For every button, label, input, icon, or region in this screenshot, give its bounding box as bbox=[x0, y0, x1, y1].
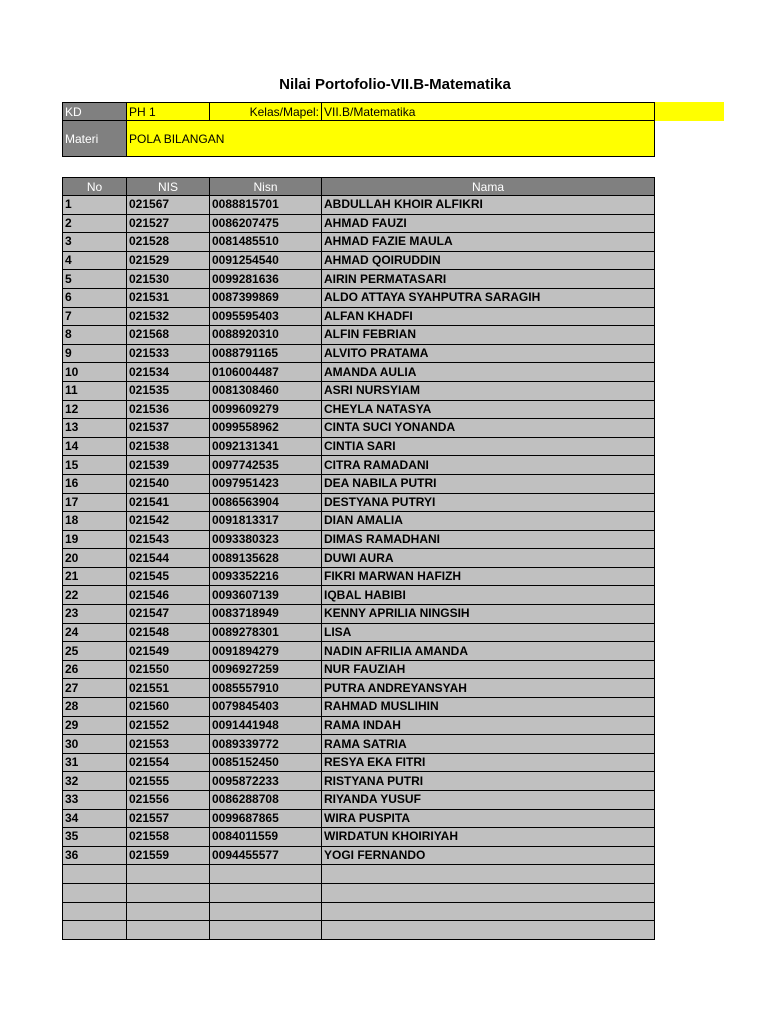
cell-nisn[interactable]: 0093380323 bbox=[210, 530, 322, 549]
cell-no[interactable]: 6 bbox=[63, 288, 127, 307]
cell-nisn[interactable]: 0091813317 bbox=[210, 512, 322, 531]
table-row bbox=[63, 865, 655, 884]
table-row bbox=[63, 196, 655, 215]
cell-nisn[interactable]: 0093607139 bbox=[210, 586, 322, 605]
table-row bbox=[63, 642, 655, 661]
table-row bbox=[63, 921, 655, 940]
table-row bbox=[63, 493, 655, 512]
table-row bbox=[63, 400, 655, 419]
cell-nis[interactable]: 021553 bbox=[127, 735, 210, 754]
cell-nama[interactable]: ALFAN KHADFI bbox=[322, 307, 655, 326]
kd-row bbox=[63, 103, 655, 121]
cell-nis[interactable]: 021546 bbox=[127, 586, 210, 605]
cell-nisn[interactable]: 0086563904 bbox=[210, 493, 322, 512]
highlight-extension bbox=[655, 102, 724, 121]
cell-nisn[interactable]: 0097951423 bbox=[210, 474, 322, 493]
column-header-nama[interactable]: Nama bbox=[322, 178, 655, 196]
cell-no[interactable]: 35 bbox=[63, 828, 127, 847]
cell-nis[interactable]: 021555 bbox=[127, 772, 210, 791]
cell-nis[interactable]: 021558 bbox=[127, 828, 210, 847]
cell-nis[interactable]: 021540 bbox=[127, 474, 210, 493]
cell-nama[interactable]: YOGI FERNANDO bbox=[322, 846, 655, 865]
info-table bbox=[62, 102, 655, 157]
table-row bbox=[63, 307, 655, 326]
cell-nama[interactable]: CINTA SUCI YONANDA bbox=[322, 419, 655, 438]
cell-nama[interactable]: ALFIN FEBRIAN bbox=[322, 326, 655, 345]
cell-nisn[interactable]: 0089135628 bbox=[210, 549, 322, 568]
cell-nis[interactable]: 021554 bbox=[127, 753, 210, 772]
cell-nis[interactable]: 021529 bbox=[127, 251, 210, 270]
cell-nisn[interactable]: 0086288708 bbox=[210, 791, 322, 810]
cell-nis[interactable]: 021532 bbox=[127, 307, 210, 326]
cell-no[interactable] bbox=[63, 902, 127, 921]
cell-nisn[interactable]: 0099281636 bbox=[210, 270, 322, 289]
cell-no[interactable] bbox=[63, 883, 127, 902]
table-row bbox=[63, 586, 655, 605]
cell-nisn[interactable]: 0088791165 bbox=[210, 344, 322, 363]
cell-nis[interactable]: 021545 bbox=[127, 567, 210, 586]
cell-nisn[interactable]: 0089339772 bbox=[210, 735, 322, 754]
table-row bbox=[63, 753, 655, 772]
table-row bbox=[63, 605, 655, 624]
cell-no[interactable]: 30 bbox=[63, 735, 127, 754]
cell-nama[interactable]: DEA NABILA PUTRI bbox=[322, 474, 655, 493]
table-header-row bbox=[63, 178, 655, 196]
cell-no[interactable]: 3 bbox=[63, 233, 127, 252]
cell-nis[interactable] bbox=[127, 865, 210, 884]
cell-nama[interactable] bbox=[322, 921, 655, 940]
cell-nis[interactable]: 021549 bbox=[127, 642, 210, 661]
cell-nisn[interactable]: 0085152450 bbox=[210, 753, 322, 772]
cell-nisn[interactable] bbox=[210, 902, 322, 921]
cell-nama[interactable]: RAHMAD MUSLIHIN bbox=[322, 698, 655, 717]
cell-nama[interactable]: LISA bbox=[322, 623, 655, 642]
cell-no[interactable]: 21 bbox=[63, 567, 127, 586]
cell-nisn[interactable]: 0093352216 bbox=[210, 567, 322, 586]
cell-nis[interactable]: 021559 bbox=[127, 846, 210, 865]
cell-no[interactable]: 11 bbox=[63, 381, 127, 400]
table-row bbox=[63, 233, 655, 252]
column-header-nis[interactable]: NIS bbox=[127, 178, 210, 196]
cell-nis[interactable]: 021530 bbox=[127, 270, 210, 289]
table-row bbox=[63, 902, 655, 921]
cell-nisn[interactable] bbox=[210, 921, 322, 940]
cell-no[interactable]: 14 bbox=[63, 437, 127, 456]
cell-nama[interactable]: AMANDA AULIA bbox=[322, 363, 655, 382]
table-row bbox=[63, 344, 655, 363]
cell-no[interactable]: 24 bbox=[63, 623, 127, 642]
cell-nisn[interactable]: 0099687865 bbox=[210, 809, 322, 828]
cell-nisn[interactable]: 0094455577 bbox=[210, 846, 322, 865]
cell-nama[interactable]: CINTIA SARI bbox=[322, 437, 655, 456]
cell-nama[interactable] bbox=[322, 865, 655, 884]
cell-nis[interactable]: 021543 bbox=[127, 530, 210, 549]
cell-no[interactable]: 23 bbox=[63, 605, 127, 624]
cell-no[interactable]: 16 bbox=[63, 474, 127, 493]
cell-nis[interactable]: 021560 bbox=[127, 698, 210, 717]
cell-nis[interactable]: 021547 bbox=[127, 605, 210, 624]
kd-label[interactable]: KD bbox=[63, 103, 127, 121]
cell-nisn[interactable]: 0088920310 bbox=[210, 326, 322, 345]
cell-nisn[interactable]: 0081308460 bbox=[210, 381, 322, 400]
cell-nama[interactable]: DUWI AURA bbox=[322, 549, 655, 568]
kelas-value[interactable]: VII.B/Matematika bbox=[322, 103, 655, 121]
table-row bbox=[63, 214, 655, 233]
cell-nama[interactable]: AHMAD FAUZI bbox=[322, 214, 655, 233]
cell-nis[interactable] bbox=[127, 921, 210, 940]
cell-no[interactable]: 19 bbox=[63, 530, 127, 549]
cell-nis[interactable]: 021552 bbox=[127, 716, 210, 735]
cell-nis[interactable]: 021527 bbox=[127, 214, 210, 233]
cell-nisn[interactable]: 0089278301 bbox=[210, 623, 322, 642]
table-row bbox=[63, 883, 655, 902]
cell-nama[interactable] bbox=[322, 883, 655, 902]
cell-nis[interactable]: 021535 bbox=[127, 381, 210, 400]
cell-no[interactable]: 34 bbox=[63, 809, 127, 828]
cell-nisn[interactable]: 0083718949 bbox=[210, 605, 322, 624]
cell-nisn[interactable]: 0085557910 bbox=[210, 679, 322, 698]
table-row bbox=[63, 456, 655, 475]
cell-no[interactable]: 22 bbox=[63, 586, 127, 605]
cell-no[interactable]: 5 bbox=[63, 270, 127, 289]
cell-nama[interactable]: AHMAD FAZIE MAULA bbox=[322, 233, 655, 252]
cell-no[interactable]: 4 bbox=[63, 251, 127, 270]
cell-no[interactable] bbox=[63, 921, 127, 940]
table-row bbox=[63, 419, 655, 438]
cell-no[interactable]: 17 bbox=[63, 493, 127, 512]
cell-no[interactable]: 8 bbox=[63, 326, 127, 345]
cell-nis[interactable]: 021556 bbox=[127, 791, 210, 810]
cell-nama[interactable]: CITRA RAMADANI bbox=[322, 456, 655, 475]
cell-no[interactable]: 7 bbox=[63, 307, 127, 326]
table-row bbox=[63, 270, 655, 289]
cell-nisn[interactable]: 0088815701 bbox=[210, 196, 322, 215]
cell-no[interactable] bbox=[63, 865, 127, 884]
cell-nis[interactable]: 021537 bbox=[127, 419, 210, 438]
cell-nama[interactable]: AHMAD QOIRUDDIN bbox=[322, 251, 655, 270]
table-row bbox=[63, 828, 655, 847]
cell-nis[interactable]: 021551 bbox=[127, 679, 210, 698]
cell-nis[interactable]: 021550 bbox=[127, 660, 210, 679]
table-row bbox=[63, 716, 655, 735]
cell-nis[interactable]: 021538 bbox=[127, 437, 210, 456]
cell-nis[interactable] bbox=[127, 902, 210, 921]
cell-nisn[interactable]: 0087399869 bbox=[210, 288, 322, 307]
table-row bbox=[63, 623, 655, 642]
cell-nisn[interactable]: 0099558962 bbox=[210, 419, 322, 438]
cell-nis[interactable]: 021533 bbox=[127, 344, 210, 363]
cell-nis[interactable] bbox=[127, 883, 210, 902]
cell-nama[interactable]: ALVITO PRATAMA bbox=[322, 344, 655, 363]
cell-no[interactable]: 12 bbox=[63, 400, 127, 419]
cell-nis[interactable]: 021531 bbox=[127, 288, 210, 307]
table-row bbox=[63, 567, 655, 586]
student-table bbox=[62, 177, 655, 940]
cell-nisn[interactable]: 0079845403 bbox=[210, 698, 322, 717]
cell-nis[interactable]: 021567 bbox=[127, 196, 210, 215]
cell-nis[interactable]: 021568 bbox=[127, 326, 210, 345]
cell-nama[interactable]: DESTYANA PUTRYI bbox=[322, 493, 655, 512]
cell-nama[interactable]: RAMA INDAH bbox=[322, 716, 655, 735]
cell-nis[interactable]: 021536 bbox=[127, 400, 210, 419]
cell-nama[interactable]: ABDULLAH KHOIR ALFIKRI bbox=[322, 196, 655, 215]
table-body bbox=[63, 196, 655, 940]
cell-nama[interactable]: WIRA PUSPITA bbox=[322, 809, 655, 828]
table-row bbox=[63, 791, 655, 810]
cell-no[interactable]: 1 bbox=[63, 196, 127, 215]
cell-nisn[interactable]: 0097742535 bbox=[210, 456, 322, 475]
cell-nis[interactable]: 021542 bbox=[127, 512, 210, 531]
cell-nama[interactable]: NADIN AFRILIA AMANDA bbox=[322, 642, 655, 661]
table-row bbox=[63, 846, 655, 865]
table-row bbox=[63, 512, 655, 531]
cell-no[interactable]: 20 bbox=[63, 549, 127, 568]
cell-nis[interactable]: 021534 bbox=[127, 363, 210, 382]
cell-nama[interactable]: RAMA SATRIA bbox=[322, 735, 655, 754]
table-row bbox=[63, 363, 655, 382]
cell-no[interactable]: 28 bbox=[63, 698, 127, 717]
table-row bbox=[63, 809, 655, 828]
cell-nisn[interactable]: 0086207475 bbox=[210, 214, 322, 233]
cell-nama[interactable] bbox=[322, 902, 655, 921]
cell-nama[interactable]: DIAN AMALIA bbox=[322, 512, 655, 531]
cell-nama[interactable]: DIMAS RAMADHANI bbox=[322, 530, 655, 549]
table-row bbox=[63, 660, 655, 679]
table-row bbox=[63, 530, 655, 549]
cell-nama[interactable]: RISTYANA PUTRI bbox=[322, 772, 655, 791]
cell-nisn[interactable]: 0092131341 bbox=[210, 437, 322, 456]
cell-nama[interactable]: CHEYLA NATASYA bbox=[322, 400, 655, 419]
cell-nisn[interactable]: 0106004487 bbox=[210, 363, 322, 382]
cell-no[interactable]: 9 bbox=[63, 344, 127, 363]
cell-no[interactable]: 2 bbox=[63, 214, 127, 233]
materi-value[interactable]: POLA BILANGAN bbox=[127, 121, 655, 157]
kd-value[interactable]: PH 1 bbox=[127, 103, 210, 121]
cell-nis[interactable]: 021544 bbox=[127, 549, 210, 568]
cell-nama[interactable]: NUR FAUZIAH bbox=[322, 660, 655, 679]
cell-nisn[interactable]: 0095872233 bbox=[210, 772, 322, 791]
table-row bbox=[63, 549, 655, 568]
cell-nis[interactable]: 021528 bbox=[127, 233, 210, 252]
materi-label[interactable]: Materi bbox=[63, 121, 127, 157]
cell-nama[interactable]: RESYA EKA FITRI bbox=[322, 753, 655, 772]
cell-no[interactable]: 32 bbox=[63, 772, 127, 791]
table-row bbox=[63, 698, 655, 717]
cell-no[interactable]: 18 bbox=[63, 512, 127, 531]
cell-nama[interactable]: PUTRA ANDREYANSYAH bbox=[322, 679, 655, 698]
cell-nama[interactable]: RIYANDA YUSUF bbox=[322, 791, 655, 810]
page-title: Nilai Portofolio-VII.B-Matematika bbox=[279, 76, 511, 93]
cell-nama[interactable]: KENNY APRILIA NINGSIH bbox=[322, 605, 655, 624]
column-header-no[interactable]: No bbox=[63, 178, 127, 196]
cell-no[interactable]: 26 bbox=[63, 660, 127, 679]
cell-no[interactable]: 31 bbox=[63, 753, 127, 772]
cell-nisn[interactable] bbox=[210, 865, 322, 884]
table-row bbox=[63, 288, 655, 307]
cell-no[interactable]: 13 bbox=[63, 419, 127, 438]
table-row bbox=[63, 251, 655, 270]
table-row bbox=[63, 474, 655, 493]
cell-nis[interactable]: 021557 bbox=[127, 809, 210, 828]
cell-nama[interactable]: WIRDATUN KHOIRIYAH bbox=[322, 828, 655, 847]
cell-no[interactable]: 36 bbox=[63, 846, 127, 865]
cell-no[interactable]: 29 bbox=[63, 716, 127, 735]
cell-nisn[interactable]: 0084011559 bbox=[210, 828, 322, 847]
cell-nisn[interactable]: 0091441948 bbox=[210, 716, 322, 735]
cell-nama[interactable]: ASRI NURSYIAM bbox=[322, 381, 655, 400]
table-row bbox=[63, 679, 655, 698]
table-row bbox=[63, 326, 655, 345]
cell-nis[interactable]: 021548 bbox=[127, 623, 210, 642]
table-row bbox=[63, 735, 655, 754]
cell-nis[interactable]: 021541 bbox=[127, 493, 210, 512]
cell-nama[interactable]: IQBAL HABIBI bbox=[322, 586, 655, 605]
cell-nisn[interactable]: 0091254540 bbox=[210, 251, 322, 270]
cell-nama[interactable]: AIRIN PERMATASARI bbox=[322, 270, 655, 289]
cell-nisn[interactable]: 0081485510 bbox=[210, 233, 322, 252]
cell-nisn[interactable]: 0099609279 bbox=[210, 400, 322, 419]
cell-nisn[interactable]: 0091894279 bbox=[210, 642, 322, 661]
cell-no[interactable]: 15 bbox=[63, 456, 127, 475]
cell-nisn[interactable]: 0096927259 bbox=[210, 660, 322, 679]
cell-no[interactable]: 25 bbox=[63, 642, 127, 661]
cell-nis[interactable]: 021539 bbox=[127, 456, 210, 475]
cell-nama[interactable]: ALDO ATTAYA SYAHPUTRA SARAGIH bbox=[322, 288, 655, 307]
cell-nisn[interactable]: 0095595403 bbox=[210, 307, 322, 326]
kelas-label[interactable]: Kelas/Mapel: bbox=[210, 103, 322, 121]
table-row bbox=[63, 381, 655, 400]
cell-no[interactable]: 33 bbox=[63, 791, 127, 810]
table-row bbox=[63, 772, 655, 791]
cell-no[interactable]: 27 bbox=[63, 679, 127, 698]
cell-no[interactable]: 10 bbox=[63, 363, 127, 382]
column-header-nisn[interactable]: Nisn bbox=[210, 178, 322, 196]
materi-row bbox=[63, 121, 655, 157]
cell-nama[interactable]: FIKRI MARWAN HAFIZH bbox=[322, 567, 655, 586]
cell-nisn[interactable] bbox=[210, 883, 322, 902]
table-row bbox=[63, 437, 655, 456]
